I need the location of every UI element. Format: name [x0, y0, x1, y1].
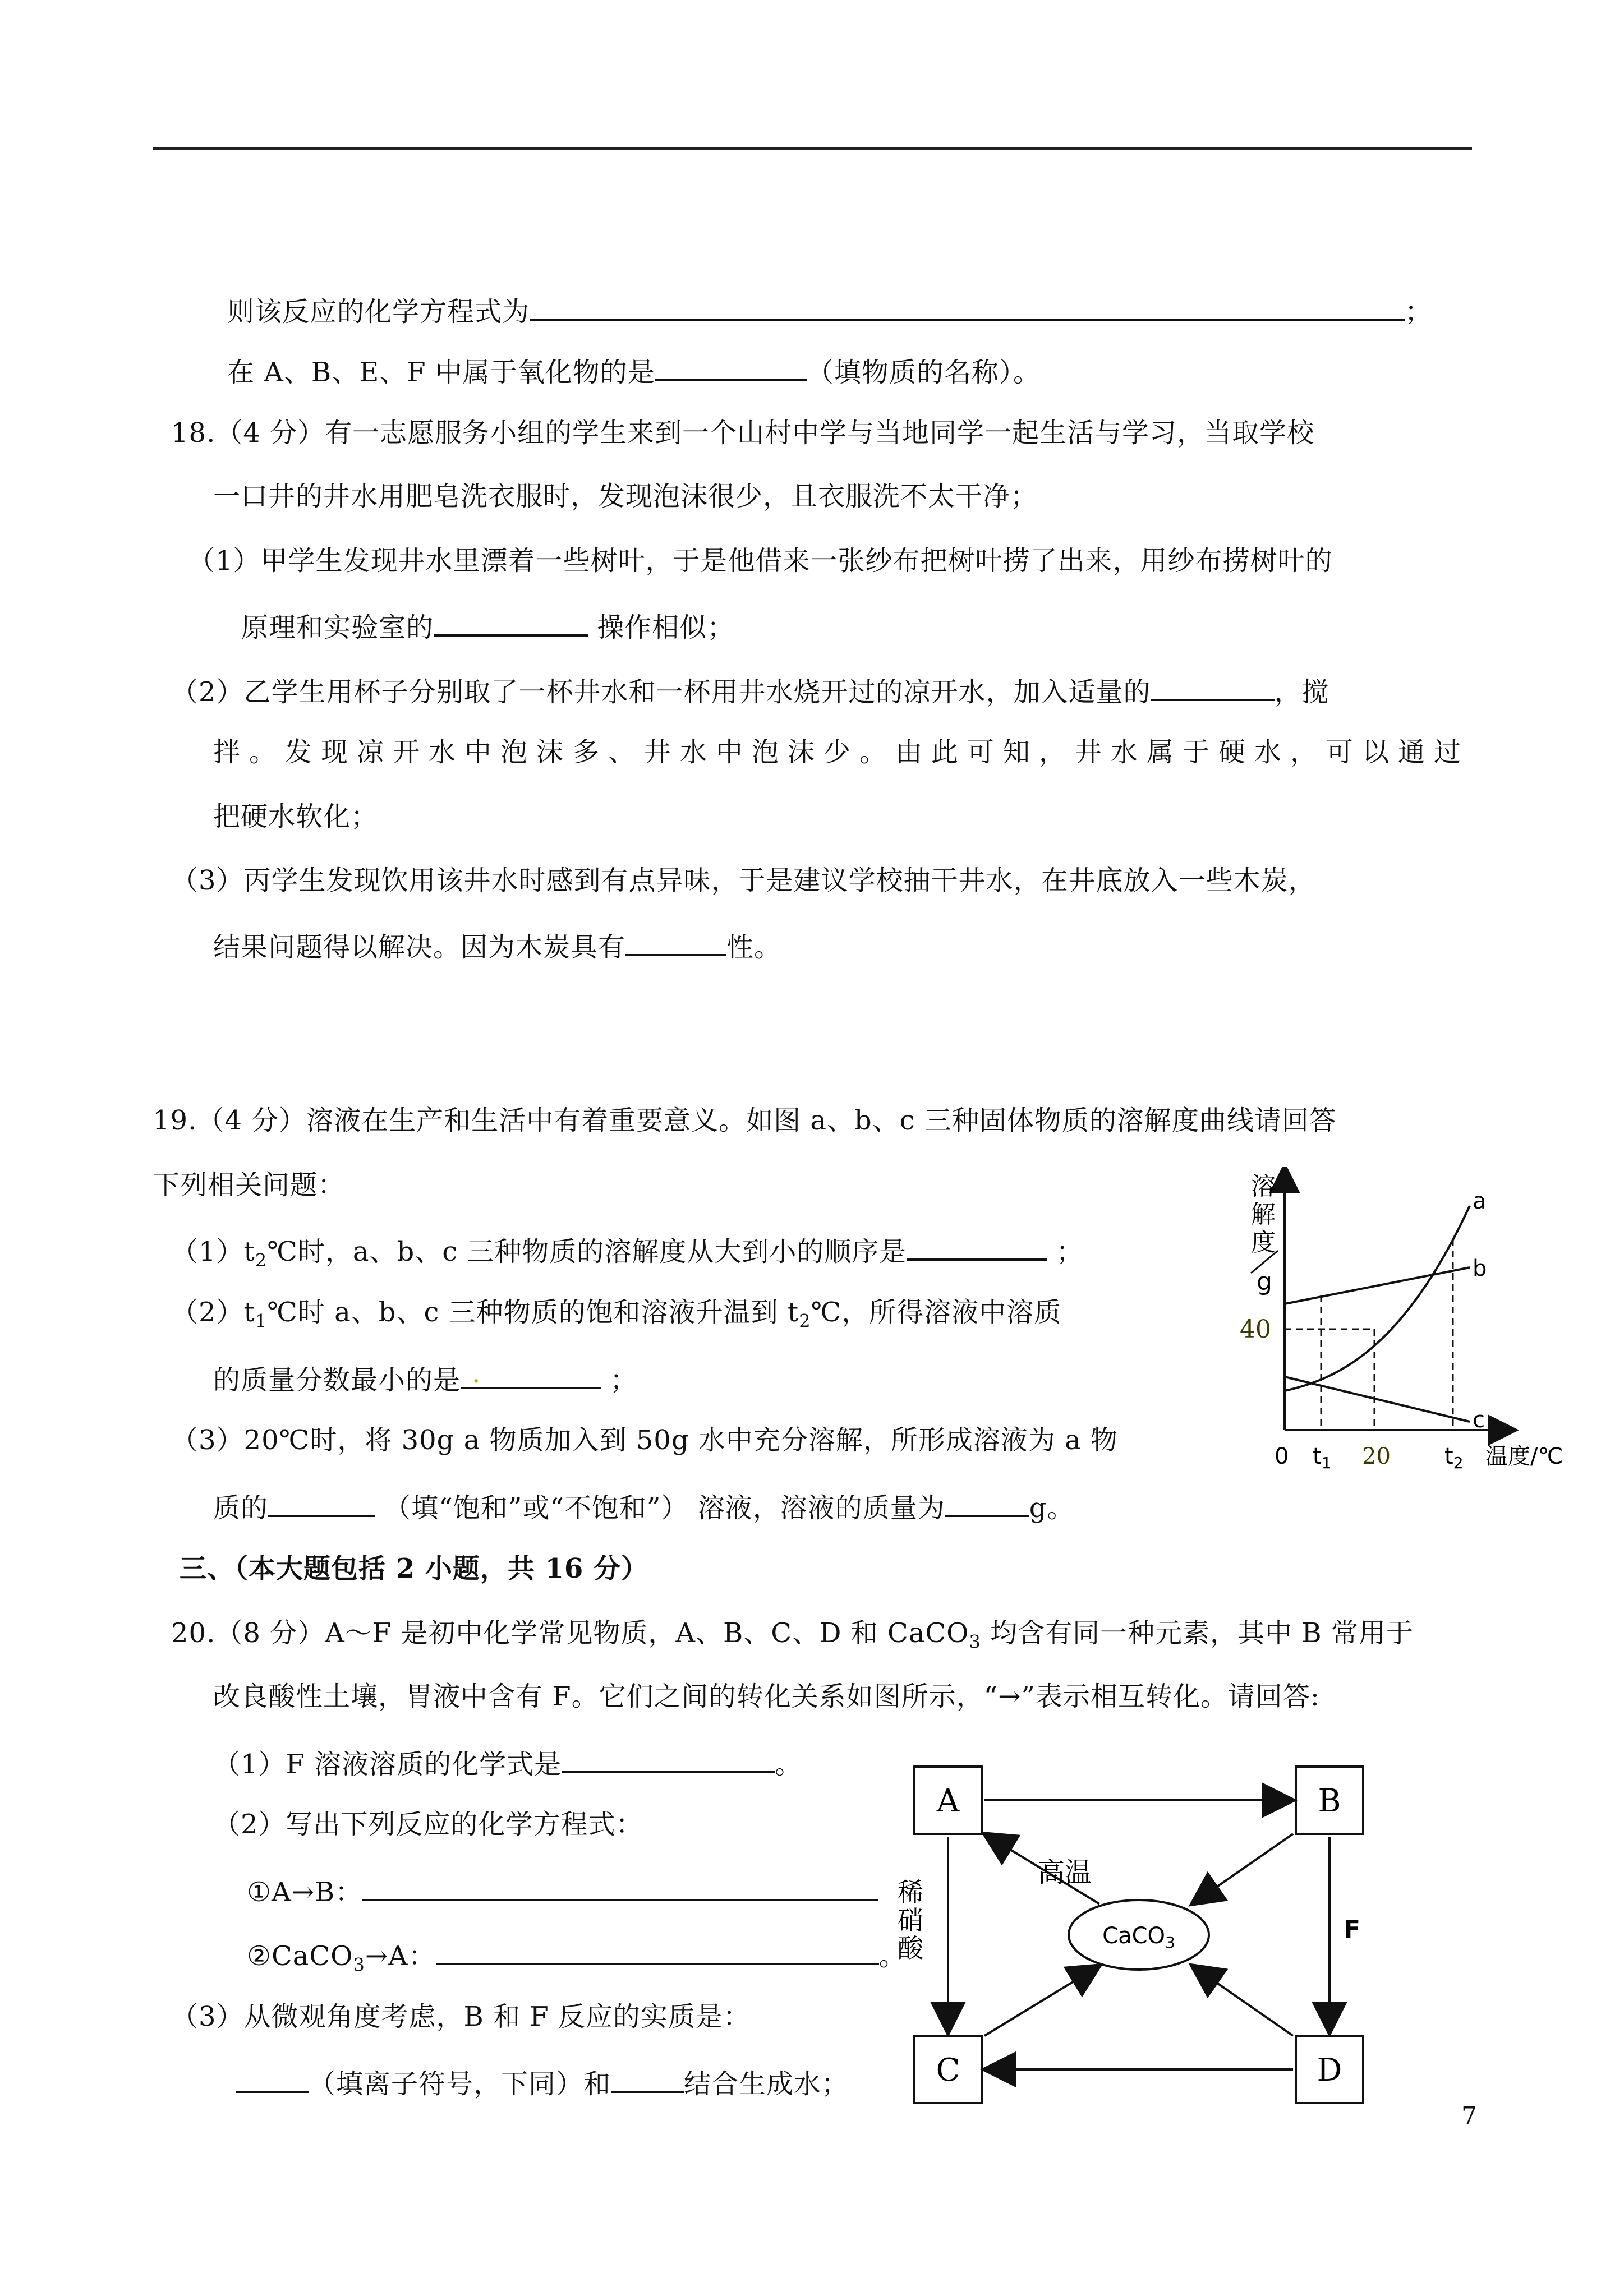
section-3-title: 三、（本大题包括 2 小题，共 16 分）: [180, 1553, 649, 1584]
curve-c-label: c: [1473, 1407, 1485, 1433]
arrow-b-to-caco3: [1192, 1834, 1293, 1904]
y-label-char-3: 度: [1251, 1228, 1276, 1257]
q18-part1-a: （1）甲学生发现井水里漂着一些树叶，于是他借来一张纱布把树叶捞了出来，用纱布捞树叶的: [188, 545, 1333, 577]
x-tick-t2: $t_2$: [1444, 1444, 1464, 1472]
q18-part3-b: 结果问题得以解决。因为木炭具有 性。: [213, 927, 781, 964]
answer-blank[interactable]: [268, 1488, 375, 1517]
q18-part1-b: 原理和实验室的 操作相似；: [241, 607, 734, 644]
label-f: F: [1344, 1915, 1361, 1944]
curve-c: [1285, 1377, 1470, 1422]
q19-part3-a: （3）20℃时，将 30g a 物质加入到 50g 水中充分溶解，所形成溶液为 a 物: [171, 1424, 1118, 1456]
x-tick-t1: $t_1$: [1313, 1444, 1332, 1472]
answer-blank[interactable]: [562, 1744, 775, 1773]
q20-part2: （2）写出下列反应的化学方程式：: [213, 1809, 643, 1840]
node-d-label: D: [1317, 2052, 1342, 2088]
q19-part3-b: 质的 （填“饱和”或“不饱和”） 溶液，溶液的质量为 g。: [213, 1488, 1074, 1525]
header-rule: [153, 147, 1472, 150]
q19-part2-a: $(2)t_1℃$时 a、b、c 三种物质的饱和溶液升温到 $t_2℃$，所得溶液中溶质: [171, 1297, 1062, 1332]
q20-part1: （1）F 溶液溶质的化学式是 。: [213, 1744, 802, 1781]
answer-blank[interactable]: [655, 352, 807, 381]
q20-part2-2: ②CaCO$_3$→A： 。: [247, 1936, 907, 1982]
q18-part3-a: （3）丙学生发现饮用该井水时感到有点异味，于是建议学校抽干井水，在井底放入一些木炭，: [171, 865, 1316, 896]
q17-oxide-line: 在 A、B、E、F 中属于氧化物的是 （填物质的名称）。: [227, 352, 1041, 389]
q19-intro-1: 19.（4 分）溶液在生产和生活中有着重要意义。如图 a、b、c 三种固体物质的溶解度曲线请回答: [153, 1105, 1337, 1136]
x-label: 温度/℃: [1485, 1444, 1563, 1469]
label-acid-char-1: 稀: [898, 1877, 923, 1907]
arrow-c-to-caco3: [984, 1966, 1099, 2036]
answer-blank[interactable]: [436, 1936, 879, 1965]
q20-part2-1: ①A→B：: [247, 1872, 878, 1909]
answer-blank[interactable]: [1151, 672, 1275, 701]
y-label-char-2: 解: [1251, 1200, 1276, 1229]
q18-part2-c: 把硬水软化；: [213, 801, 379, 832]
q20-intro-2: 改良酸性土壤，胃液中含有 F。它们之间的转化关系如图所示，“→”表示相互转化。请回答:: [213, 1681, 1321, 1712]
q19-part1: $(1)t_2℃$时，a、b、c 三种物质的溶解度从大到小的顺序是 ；: [171, 1232, 1084, 1278]
arrow-d-to-caco3: [1192, 1966, 1293, 2036]
solubility-chart: [1234, 1167, 1593, 1481]
answer-blank[interactable]: [434, 607, 588, 637]
label-acid-char-2: 硝: [898, 1905, 923, 1935]
x-origin: 0: [1275, 1444, 1289, 1469]
q20-part3: （3）从微观角度考虑，B 和 F 反应的实质是：: [171, 2001, 751, 2032]
node-a-label: A: [936, 1783, 960, 1819]
node-b-label: B: [1318, 1783, 1341, 1819]
curve-b: [1285, 1267, 1470, 1304]
x-tick-20: 20: [1362, 1444, 1391, 1469]
answer-blank[interactable]: [236, 2064, 309, 2093]
q18-part2-a: （2）乙学生用杯子分别取了一杯井水和一杯用井水烧开过的凉开水，加入适量的 ，搅: [171, 672, 1329, 709]
y-tick-40: 40: [1240, 1315, 1271, 1344]
y-unit: g: [1257, 1267, 1272, 1296]
answer-blank[interactable]: [945, 1488, 1029, 1517]
node-c-label: C: [936, 2052, 960, 2088]
answer-blank[interactable]: [362, 1872, 878, 1901]
q19-intro-2: 下列相关问题：: [153, 1169, 346, 1201]
q20-intro-1: 20.（8 分）A～F 是初中化学常见物质，A、B、C、D 和 CaCO$_3$ 均含有同一种元素，其中 B 常用于: [171, 1617, 1414, 1653]
answer-blank[interactable]: [625, 927, 726, 956]
q17-equation-line: 则该反应的化学方程式为 ；: [227, 292, 1432, 329]
q20-part3-b: （填离子符号，下同）和 结合生成水；: [236, 2064, 849, 2101]
q19-part2-b: 的质量分数最小的是 . ；: [213, 1358, 638, 1396]
node-caco3-label: CaCO$_3$: [1102, 1923, 1175, 1952]
label-high-temp: 高温: [1038, 1857, 1092, 1888]
curve-b-label: b: [1473, 1256, 1487, 1281]
answer-blank[interactable]: [907, 1232, 1047, 1261]
answer-blank[interactable]: .: [461, 1360, 601, 1389]
label-acid-char-3: 酸: [898, 1933, 923, 1963]
curve-a-label: a: [1473, 1188, 1487, 1214]
answer-blank[interactable]: [611, 2064, 684, 2093]
q18-intro-1: 18.（4 分）有一志愿服务小组的学生来到一个山村中学与当地同学一起生活与学习，当取学校: [171, 417, 1315, 449]
q18-intro-2: 一口井的井水用肥皂洗衣服时，发现泡沫很少，且衣服洗不太干净；: [213, 481, 1038, 512]
answer-blank[interactable]: [530, 292, 1405, 321]
q18-part2-b: 拌。发现凉开水中泡沫多、井水中泡沫少。由此可知，井水属于硬水，可以通过: [213, 736, 1470, 768]
reaction-diagram: [898, 1750, 1391, 2114]
y-label-char-1: 溶: [1251, 1172, 1276, 1201]
page-number: 7: [1461, 2102, 1477, 2131]
